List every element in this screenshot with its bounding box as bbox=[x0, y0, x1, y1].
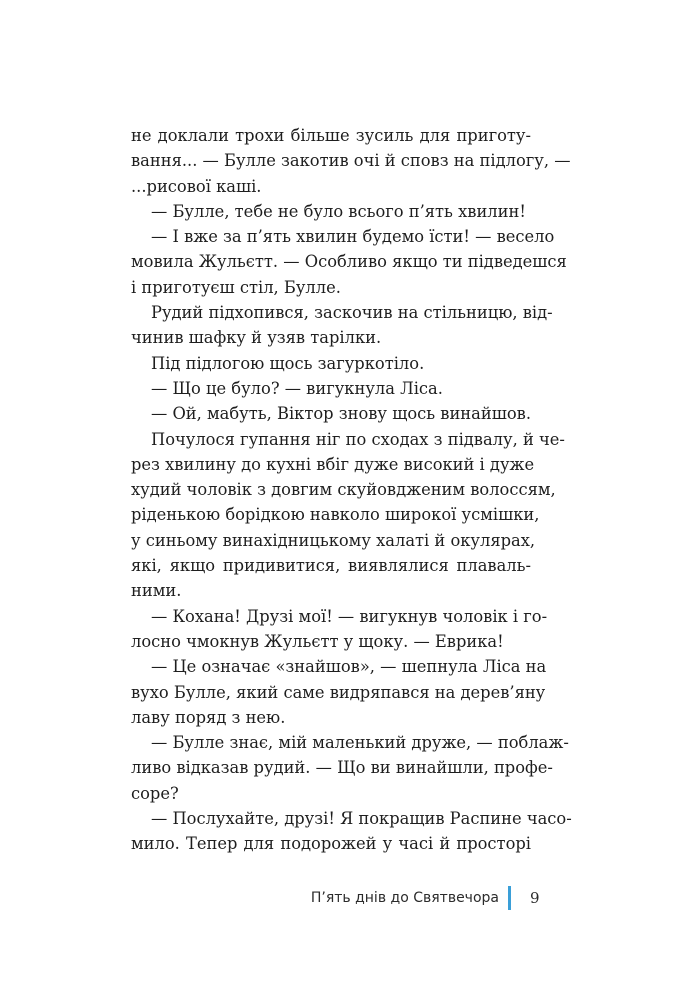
text-line: ливо відказав рудий. — Що ви винайшли, профе- bbox=[131, 758, 553, 778]
text-line: ...рисової каші. bbox=[131, 176, 262, 196]
text-line: ними. bbox=[131, 581, 182, 601]
text-line: мовила Жульєтт. — Особливо якщо ти підведешся bbox=[131, 252, 567, 272]
text-line: вухо Булле, який саме видряпався на дерев’яну bbox=[131, 682, 546, 702]
text-line: мило. Тепер для подорожей у часі й просторі bbox=[131, 834, 531, 854]
text-line: соре? bbox=[131, 783, 179, 803]
text-line: не доклали трохи більше зусиль для приготу- bbox=[131, 126, 531, 145]
page-number: 9 bbox=[530, 889, 540, 907]
text-line: ріденькою борідкою навколо широкої усмішки, bbox=[131, 505, 540, 525]
text-line: — Послухайте, друзі! Я покращив Распине часо- bbox=[151, 809, 572, 829]
running-title: П’ять днів до Святвечора bbox=[310, 890, 499, 906]
text-line: — Ой, мабуть, Віктор знову щось винайшов. bbox=[151, 404, 531, 424]
text-line: — Це означає «знайшов», — шепнула Ліса на bbox=[151, 657, 547, 677]
text-line: — Булле, тебе не було всього п’ять хвилин! bbox=[151, 201, 526, 221]
text-line: — Кохана! Друзі мої! — вигукнув чоловік і го- bbox=[151, 606, 548, 626]
text-line: Під підлогою щось загуркотіло. bbox=[151, 353, 425, 373]
text-line: лаву поряд з нею. bbox=[131, 707, 286, 727]
page-footer bbox=[0, 886, 679, 912]
text-line: рез хвилину до кухні вбіг дуже високий і дуже bbox=[131, 454, 535, 474]
body-text bbox=[131, 123, 572, 857]
text-line: вання... — Булле закотив очі й сповз на підлогу, — bbox=[131, 151, 571, 171]
text-line: Рудий підхопився, заскочив на стільницю, від- bbox=[151, 303, 553, 323]
text-line: — І вже за п’ять хвилин будемо їсти! — весело bbox=[151, 227, 555, 247]
text-line: чинив шафку й узяв тарілки. bbox=[131, 328, 382, 348]
text-line: Почулося гупання ніг по сходах з підвалу, й че- bbox=[151, 429, 565, 449]
text-line: — Що це було? — вигукнула Ліса. bbox=[151, 378, 443, 398]
text-line: у синьому винахідницькому халаті й окулярах, bbox=[131, 530, 536, 550]
text-line: які, якщо придивитися, виявлялися плаваль- bbox=[131, 556, 531, 576]
text-line: і приготуєш стіл, Булле. bbox=[131, 277, 341, 297]
footer-divider bbox=[508, 886, 511, 910]
text-line: худий чоловік з довгим скуйовдженим волоссям, bbox=[131, 480, 556, 500]
text-line: лосно чмокнув Жульєтт у щоку. — Еврика! bbox=[131, 631, 504, 651]
text-line: — Булле знає, мій маленький друже, — поблаж- bbox=[151, 733, 569, 753]
